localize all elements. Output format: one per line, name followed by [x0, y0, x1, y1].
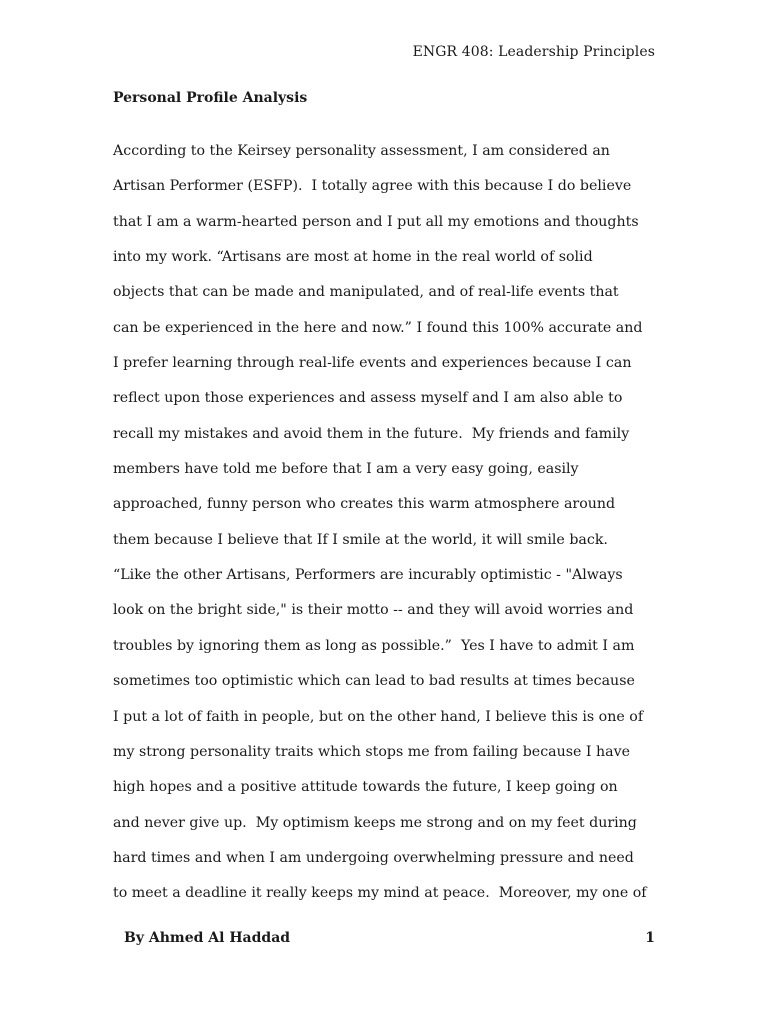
paragraph-line: I put a lot of faith in people, but on the other hand, I believe this is one of: [113, 708, 644, 725]
paragraph-line: sometimes too optimistic which can lead to bad results at times because: [113, 673, 635, 690]
paragraph-line: hard times and when I am undergoing overwhelming pressure and need: [113, 849, 634, 866]
paragraph-line: can be experienced in the here and now.” I found this 100% accurate and: [113, 319, 643, 336]
paragraph-line: members have told me before that I am a very easy going, easily: [113, 461, 579, 478]
paragraph-line: recall my mistakes and avoid them in the future. My friends and family: [113, 425, 630, 442]
running-header: ENGR 408: Leadership Principles: [412, 44, 655, 60]
paragraph-line: According to the Keirsey personality assessment, I am considered an: [113, 143, 610, 159]
paragraph-line: I prefer learning through real-life events and experiences because I can: [113, 355, 632, 372]
paragraph-line: and never give up. My optimism keeps me strong and on my feet during: [113, 814, 637, 831]
paragraph-line: to meet a deadline it really keeps my mind at peace. Moreover, my one of: [113, 885, 647, 902]
paragraph-line: “Like the other Artisans, Performers are incurably optimistic - "Always: [113, 567, 623, 584]
paragraph-line: reflect upon those experiences and assess myself and I am also able to: [113, 390, 623, 407]
paragraph-line: them because I believe that If I smile at the world, it will smile back.: [113, 531, 608, 548]
paragraph-line: troubles by ignoring them as long as possible.” Yes I have to admit I am: [113, 637, 635, 654]
footer-author: By Ahmed Al Haddad: [124, 930, 291, 946]
paragraph-line: my strong personality traits which stops me from failing because I have: [113, 743, 631, 760]
paragraph-line: high hopes and a positive attitude towards the future, I keep going on: [113, 779, 618, 796]
paragraph-line: that I am a warm-hearted person and I put all my emotions and thoughts: [113, 213, 639, 230]
body-paragraph: [113, 134, 673, 912]
page-number: 1: [645, 930, 655, 946]
paragraph-line: into my work. “Artisans are most at home in the real world of solid: [113, 249, 593, 266]
paragraph-line: look on the bright side," is their motto -- and they will avoid worries and: [113, 602, 634, 619]
document-title: Personal Profile Analysis: [113, 90, 308, 106]
paragraph-line: Artisan Performer (ESFP). I totally agree with this because I do believe: [113, 178, 632, 195]
paragraph-line: approached, funny person who creates this warm atmosphere around: [113, 496, 616, 513]
paragraph-line: objects that can be made and manipulated, and of real-life events that: [113, 284, 619, 301]
